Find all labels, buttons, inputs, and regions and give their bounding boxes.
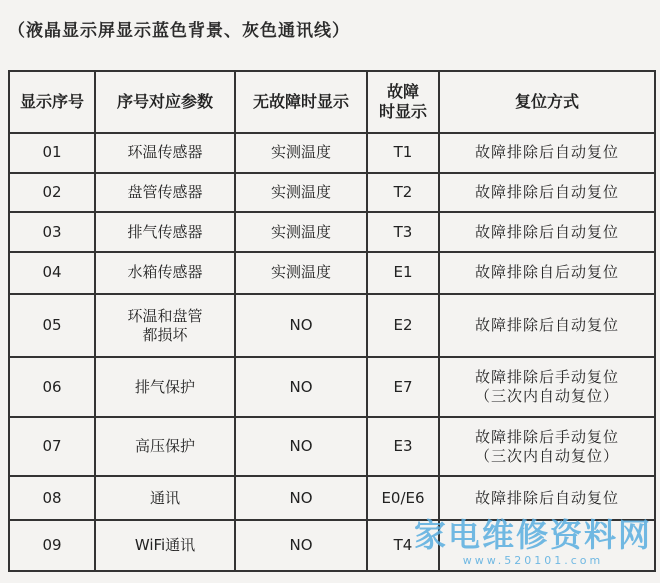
display-code-cell: 01 bbox=[9, 133, 95, 173]
fault-display-cell: E7 bbox=[367, 357, 439, 416]
header-row bbox=[9, 71, 655, 133]
reset-method-cell: 故障排除后自动复位 bbox=[439, 173, 655, 213]
parameter-table bbox=[8, 70, 656, 572]
normal-display-cell: NO bbox=[235, 476, 367, 520]
normal-display-cell: 实测温度 bbox=[235, 173, 367, 213]
reset-method-cell: 故障排除后自动复位 bbox=[439, 212, 655, 252]
normal-display-cell: NO bbox=[235, 417, 367, 476]
display-code-cell: 03 bbox=[9, 212, 95, 252]
fault-display-cell: E3 bbox=[367, 417, 439, 476]
header-fault-display: 故障 时显示 bbox=[367, 71, 439, 133]
normal-display-cell: 实测温度 bbox=[235, 212, 367, 252]
parameter-cell: 环温和盘管 都损坏 bbox=[95, 294, 235, 358]
display-code-cell: 06 bbox=[9, 357, 95, 416]
header-reset-method: 复位方式 bbox=[439, 71, 655, 133]
table-row bbox=[9, 417, 655, 476]
display-code-cell: 08 bbox=[9, 476, 95, 520]
reset-method-cell: 故障排除后自动复位 bbox=[439, 133, 655, 173]
parameter-cell: 水箱传感器 bbox=[95, 252, 235, 294]
reset-method-cell: 故障排除后自动复位 bbox=[439, 476, 655, 520]
reset-method-cell bbox=[439, 520, 655, 571]
parameter-cell: WiFi通讯 bbox=[95, 520, 235, 571]
normal-display-cell: NO bbox=[235, 520, 367, 571]
parameter-cell: 高压保护 bbox=[95, 417, 235, 476]
table-row bbox=[9, 173, 655, 213]
table-caption: （液晶显示屏显示蓝色背景、灰色通讯线） bbox=[8, 21, 350, 41]
fault-display-cell: T3 bbox=[367, 212, 439, 252]
watermark-name: 家电维修资料网 bbox=[413, 516, 652, 554]
fault-display-cell: E0/E6 bbox=[367, 476, 439, 520]
fault-display-cell: E1 bbox=[367, 252, 439, 294]
header-display-code: 显示序号 bbox=[9, 71, 95, 133]
fault-display-cell: T4 bbox=[367, 520, 439, 571]
header-parameter: 序号对应参数 bbox=[95, 71, 235, 133]
parameter-cell: 排气传感器 bbox=[95, 212, 235, 252]
normal-display-cell: NO bbox=[235, 357, 367, 416]
reset-method-cell: 故障排除后手动复位 （三次内自动复位） bbox=[439, 417, 655, 476]
reset-method-cell: 故障排除后自动复位 bbox=[439, 294, 655, 358]
watermark-url: www.520101.com bbox=[462, 554, 604, 567]
fault-display-cell: E2 bbox=[367, 294, 439, 358]
header-normal-display: 无故障时显示 bbox=[235, 71, 367, 133]
display-code-cell: 05 bbox=[9, 294, 95, 358]
table-row bbox=[9, 520, 655, 571]
display-code-cell: 04 bbox=[9, 252, 95, 294]
reset-method-cell: 故障排除后手动复位 （三次内自动复位） bbox=[439, 357, 655, 416]
normal-display-cell: NO bbox=[235, 294, 367, 358]
display-code-cell: 09 bbox=[9, 520, 95, 571]
parameter-cell: 盘管传感器 bbox=[95, 173, 235, 213]
display-code-cell: 02 bbox=[9, 173, 95, 213]
parameter-cell: 环温传感器 bbox=[95, 133, 235, 173]
parameter-cell: 排气保护 bbox=[95, 357, 235, 416]
normal-display-cell: 实测温度 bbox=[235, 252, 367, 294]
fault-display-cell: T1 bbox=[367, 133, 439, 173]
table-row bbox=[9, 252, 655, 294]
reset-method-cell: 故障排除自后动复位 bbox=[439, 252, 655, 294]
table-row bbox=[9, 212, 655, 252]
fault-display-cell: T2 bbox=[367, 173, 439, 213]
table-row bbox=[9, 476, 655, 520]
table-row bbox=[9, 357, 655, 416]
normal-display-cell: 实测温度 bbox=[235, 133, 367, 173]
display-code-cell: 07 bbox=[9, 417, 95, 476]
table-row bbox=[9, 133, 655, 173]
table-row bbox=[9, 294, 655, 358]
parameter-cell: 通讯 bbox=[95, 476, 235, 520]
